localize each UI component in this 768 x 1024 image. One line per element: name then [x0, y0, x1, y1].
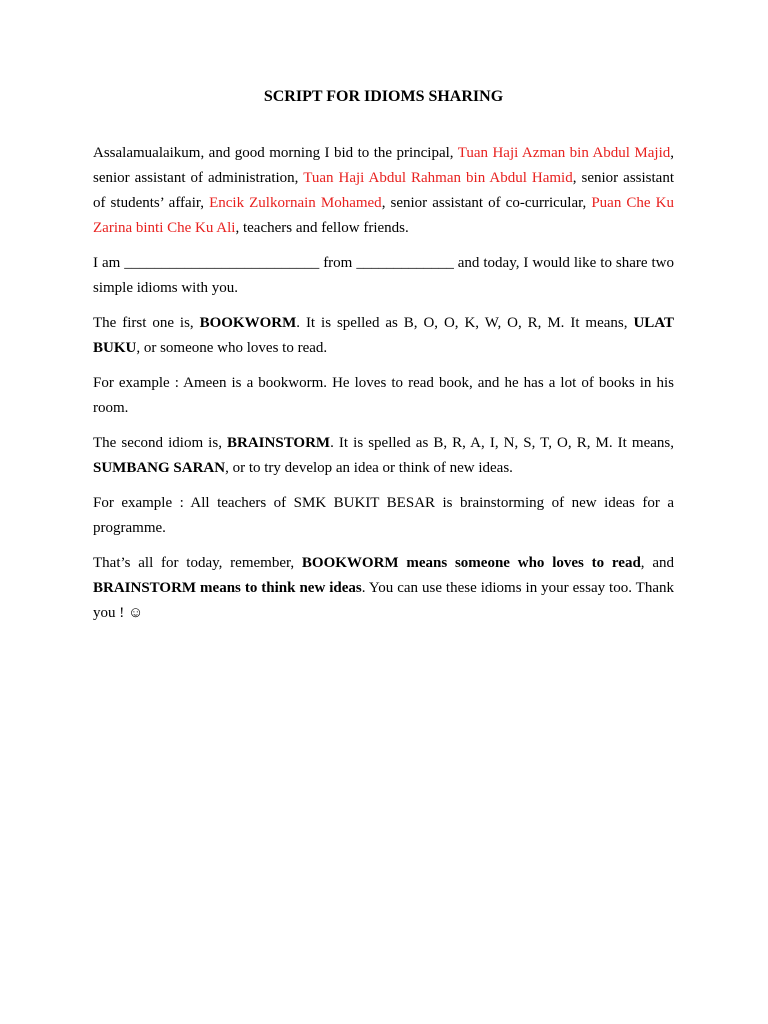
first-idiom-text-1: The first one is, — [93, 315, 200, 331]
greeting-text-2: , senior assistant of administration, — [93, 145, 674, 186]
greeting-text-3: , senior assistant of students’ affair, — [93, 170, 674, 211]
closing-brainstorm-definition: BRAINSTORM means to think new ideas — [93, 580, 362, 596]
intro-text-1: I am — [93, 255, 125, 271]
first-idiom-paragraph — [93, 311, 674, 361]
second-idiom-text-1: The second idiom is, — [93, 435, 228, 451]
second-idiom-paragraph — [93, 431, 674, 481]
example-1-paragraph: For example : Ameen is a bookworm. He loves to read book, and he has a lot of books in his room. — [93, 375, 674, 416]
admin-assistant-name: Tuan Haji Abdul Rahman bin Abdul Hamid — [303, 170, 573, 186]
closing-text-1: That’s all for today, remember, — [93, 555, 302, 571]
intro-text-3: and today, I would like to share two simple idioms with you. — [93, 255, 674, 296]
name-blank: __________________________ — [124, 255, 320, 271]
first-idiom-text-3: , or someone who loves to read. — [136, 340, 328, 356]
first-idiom-word: BOOKWORM — [199, 315, 297, 331]
second-idiom-text-2: . It is spelled as B, R, A, I, N, S, T, O, R, M. It means, — [330, 435, 674, 451]
greeting-paragraph — [93, 141, 674, 241]
cocurricular-assistant-name: Puan Che Ku Zarina binti Che Ku Ali — [93, 195, 674, 236]
second-idiom-text-3: , or to try develop an idea or think of new ideas. — [225, 460, 513, 476]
example-2-paragraph: For example : All teachers of SMK BUKIT BESAR is brainstorming of new ideas for a programme. — [93, 495, 674, 536]
document-page — [93, 86, 674, 636]
closing-paragraph — [93, 551, 674, 626]
greeting-text-4: , senior assistant of co-curricular, — [381, 195, 592, 211]
first-idiom-meaning: ULAT BUKU — [93, 315, 674, 356]
second-idiom-meaning: SUMBANG SARAN — [93, 460, 226, 476]
closing-text-2: , and — [640, 555, 674, 571]
intro-paragraph — [93, 251, 674, 301]
class-blank: _____________ — [356, 255, 454, 271]
student-affairs-assistant-name: Encik Zulkornain Mohamed — [209, 195, 382, 211]
closing-bookworm-definition: BOOKWORM means someone who loves to read — [301, 555, 641, 571]
closing-text-3: . You can use these idioms in your essay too. Thank you ! ☺ — [93, 580, 674, 621]
greeting-text-1: Assalamualaikum, and good morning I bid to the principal, — [93, 145, 458, 161]
intro-text-2: from — [319, 255, 357, 271]
second-idiom-word: BRAINSTORM — [227, 435, 331, 451]
first-idiom-text-2: . It is spelled as B, O, O, K, W, O, R, M. It means, — [296, 315, 634, 331]
principal-name: Tuan Haji Azman bin Abdul Majid — [457, 145, 671, 161]
document-title: SCRIPT FOR IDIOMS SHARING — [263, 88, 504, 105]
greeting-text-5: , teachers and fellow friends. — [235, 220, 409, 236]
